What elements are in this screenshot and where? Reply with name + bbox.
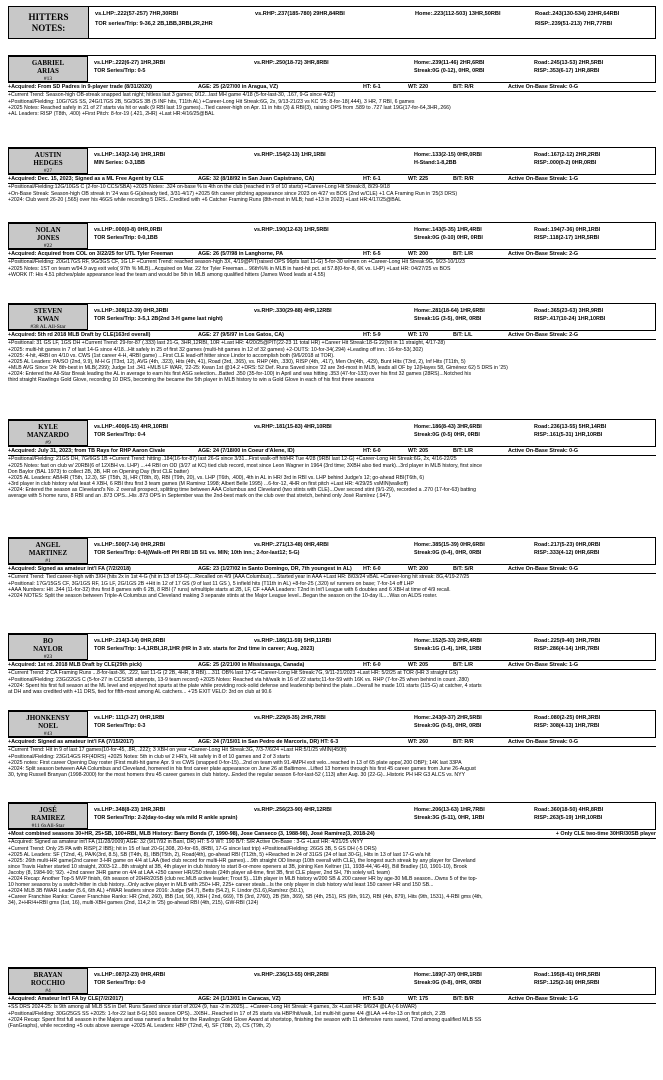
bio-field: +Most combined seasons 30+HR, 25+SB, 100+RBI, MLB History: Barry Bonds (7, 1990-98), Jose Canseco (3, 1988-98), José Ramírez(3, 2018-24) <box>8 831 375 837</box>
split-vs-rhp: vs.RHP:.250(18-72) 3HR,8RBI <box>254 60 329 66</box>
note-line: +Current Trend: Only 25 PA with RISP(.2 IBB); hit in 15 of last 20-G(.308, 20-for-65, 8RBI, 17-G since last trip) +Positional/Fielding: 26GS 3B, 5 GS DH (-5 DRS) <box>8 845 377 852</box>
player-block <box>8 222 656 278</box>
player-header <box>8 967 656 995</box>
split-vs-rhp: vs.RHP:.330(29-88) 4HR,12RBI <box>254 308 332 314</box>
note-line: since Travis Hafner started 10 straight, 2003-12...8th straight at 3B, 4th player in club history to start 8-or-more openers at 3B, joining Ken Keltner (11, 1938-44,'46-49), Bill Bradley (10, 1901-10), Brook <box>8 863 468 870</box>
note-line: +2024: Club went 26-20 (.565) over his 46GS while recording 5 DRS...Credited with +6 Catcher Framing Runs (8th-most in MLB; had +13 in 2023) +Last HR:4/17/25@BAL <box>8 196 402 203</box>
split-grid <box>94 542 655 557</box>
player-splits <box>88 968 655 994</box>
note-line: +2025 AL Leaders: SF (T2nd, 4), PA/K(3rd, 8.5), SB (T4th, 8), IBB(T5th, 2), Road(4th), go-ahead RBI (T12th, 5) +Reached in 24 of 31GS (24 of last 30-G), Hits in 13 of last 17-G w/a hit <box>8 851 431 858</box>
split-grid <box>94 638 655 653</box>
split-streak: Streak:3G (5-11), 0HR, 1RBI <box>414 815 485 822</box>
player-first-name: ANGEL <box>35 541 61 549</box>
note-line: +2025 Notes: 1ST on team w/94.9 avg exit velo( 97th % MLB)...Acquired on Mar. 22 for Tyler Freeman... 96th%% in MLB in hard-hit pct. at 57.8(0-for-8, 6K vs. LHP) +Last HR: 04/27/25 vs BOS <box>8 265 451 272</box>
note-line: Jacoby (8, 1984-90; '92). +2nd career 3HR game on 4/4 at LAA +250 career HR/250 steals (24th player all-time, first 3B, first CLE player, 2nd SH, 7th solely w/1 team) <box>8 869 390 876</box>
split-vs-lhp: vs.LHP:.348(8-23) 1HR,3RBI <box>94 807 166 813</box>
split-risp: RISP:.161(5-31) 1HR,10RBI <box>534 432 603 439</box>
split-series: TOR Series/Trip: 0-4 <box>94 432 146 439</box>
split-risp: RISP:.263(5-19) 1HR,10RBI <box>534 815 603 822</box>
bio-field: WT: 260 <box>408 739 429 745</box>
team-splits <box>89 7 655 38</box>
player-notes <box>8 259 656 277</box>
team-vs-lhp: vs.LHP:.222(57-257) 7HR,30RBI <box>95 11 179 17</box>
note-line: +Positional/Fielding: 20G/17GS RF, 9G/3GS CF, 1G LF +Current Trend: reached season-high 3X, 4/19@PIT(raised OPS 96pts last 11-G) 5-for-30 w/men on +Career-Long Hit Streak:9G, 9/23-10/1/23 <box>8 259 465 266</box>
note-line: +2025 notes: First career Opening Day roster (First multi-hit game Apr. 9 vs CWS (snapped 0-for-15)...2nd on team with 91.4MPH exit velo...reached in 13 of 65 plate apps(.200 OBP); 14K last 33PA <box>8 759 462 766</box>
bio-field: Active On-Base Streak: 2-G <box>508 332 579 338</box>
bio-field: HT: 6-0 <box>363 662 381 668</box>
split-risp: RISP:.417(10-24) 1HR,10RBI <box>534 316 606 323</box>
split-streak: Streak:0G (0-12), 0HR, 0RBI <box>414 68 485 75</box>
player-last-name: MARTINEZ <box>28 549 68 557</box>
player-bio-line <box>8 738 656 747</box>
split-streak: Streak:0G (0-4), 0HR, 0RBI <box>414 550 482 557</box>
note-line: +AAA Numbers: Hit .344 (11-for-32) thru first 8 games with 6 2B, 8 RBI (7 runs) w/multiple starts at 2B, LF, CF +AAA Leaders: T2nd in Int'l League with 6 doubles and 6 XBH at time of 4/9 recall. <box>8 586 451 593</box>
split-risp: RISP:.333(4-12) 0HR,6RBI <box>534 550 600 557</box>
note-line: third straight Rawlings Gold Glove, recording 10 DRS, becoming the became the 5th player in MLB history to win a Gold Glove in each of his first three seasons <box>8 377 375 384</box>
split-home: Home:.143(5-35) 1HR,4RBI <box>414 227 482 233</box>
note-line: +2024: Entered the season as Cleveland's No. 2 overall prospect, splitting time between AAA Columbus and Cleveland (two stints with CLE)...Over second stint (9/1-29), recorded a .270 (17-for-63) batting <box>8 486 476 493</box>
team-home: Home:.223(112-503) 13HR,50RBI <box>415 11 501 17</box>
split-vs-lhp: vs.LHP:.500(7-14) 0HR,2RBI <box>94 542 166 548</box>
split-vs-rhp: vs.RHP:.186(11-59) 5HR,11RBI <box>254 638 332 644</box>
player-last-name: HEDGES <box>33 159 63 167</box>
player-last-name: MANZARDO <box>27 431 69 439</box>
split-vs-lhp: vs.LHP:.214(3-14) 0HR,0RBI <box>94 638 166 644</box>
bio-field: WT: 170 <box>408 332 429 338</box>
player-last-name: RAMIREZ <box>31 814 65 822</box>
player-number: #27 <box>43 168 53 174</box>
player-notes <box>8 670 656 694</box>
note-line: +On-Base Streak: Season-high OB streak in '24 was 6-G(already tied, 3/31-4/17) +2025 6th career pitching appearance since 2023 on 4/27 vs BOS (2nd w/CLE) +1 CA Framing Run in '25(3 DRS) <box>8 190 458 197</box>
split-risp: RISP:.353(6-17) 1HR,8RBI <box>534 68 600 75</box>
bio-field: B/T: L/R <box>453 448 474 454</box>
note-line: (FanGraphs), while recording +5 outs above average +2025 AL Leaders: HBP (T2nd, 4), SF (T8th, 2), CS (T9th, 2) <box>8 1022 271 1029</box>
split-road: Road:.217(5-23) 0HR,0RBI <box>534 542 601 548</box>
player-header <box>8 633 656 661</box>
split-series: TOR Series/Trip: 0-0 <box>94 980 146 987</box>
bio-field: Active On-Base Streak: 0-G <box>508 739 579 745</box>
bio-field: AGE: 32 (8/18/92 in San Juan Capistrano, CA) <box>198 176 315 182</box>
split-series: TOR Series/Trip: 2-2(day-to-day w/a mild R ankle sprain) <box>94 815 238 822</box>
player-first-name: JHONKENSY <box>26 714 70 722</box>
player-notes <box>8 184 656 202</box>
note-line: +2024 NOTES: Split the season between Triple-A Columbus and Cleveland making 3 separate stints at the Major League level...Began the season on the 10-day IL....Was on ALDS roster. <box>8 592 438 599</box>
bio-field: WT: 200 <box>408 566 429 572</box>
split-vs-lhp: vs.LHP:.308(12-39) 0HR,3RBI <box>94 308 169 314</box>
player-splits <box>88 711 655 737</box>
split-vs-rhp: vs.RHP:.236(13-55) 0HR,2RBI <box>254 972 329 978</box>
player-block <box>8 537 656 599</box>
note-line: +WORK IT: His 4.51 pitches/plate appearance lead the team and would be 5th in MLB among qualified hitters (James Wood leads at 4.55) <box>8 271 326 278</box>
player-first-name: STEVEN <box>33 307 62 315</box>
note-line: 34), 2+HR/4+RBI gms (1st, 16), multi-XBH games (2nd, 114,2 in '25) go-ahead RBI (4th, 215), GW-RBI (124) <box>8 900 259 907</box>
bio-field: +Acquired: Acquired from COL on 3/22/25 for UTL Tyler Freeman <box>8 251 174 257</box>
player-bio-line <box>8 331 656 340</box>
bio-field: +Acquired: From SD Padres in 9-player trade (8/31/2020) <box>8 84 152 90</box>
player-header <box>8 222 656 250</box>
note-line: +SS DRS 2024-25: Is 9th among all MLB SS in Def. Runs Saved since start of 2024 (9, has -2 in 2025)... +Career-Long Hit Streak: 4 games, 3x +Last HR: 9/6/24 @LA (-6 bWAR) <box>8 1004 417 1011</box>
split-streak: Streak:0G (0-5) 0HR, 0RBI <box>414 432 480 439</box>
player-first-name: KYLE <box>38 423 58 431</box>
split-risp: RISP:.000(0-2) 0HR,0RBI <box>534 160 597 167</box>
split-home: Home:.189(7-37) 0HR,1RBI <box>414 972 482 978</box>
bio-field: Active On-Base Streak: 1-G <box>508 176 579 182</box>
player-last-name: ARIAS <box>37 67 59 75</box>
player-splits <box>88 148 655 174</box>
split-vs-rhp: vs.RHP:.256(23-90) 4HR,12RBI <box>254 807 332 813</box>
bio-field: AGE: 24 (1/13/01 in Caracas, VZ) <box>198 996 281 1002</box>
split-streak: H-Stand:1-8,2BB <box>414 160 457 167</box>
note-line: 10 homer seasons by a switch-hitter in club history...Only active player in MLB with 250+ HR, 225+ career steals...Is the only player in club history w/at least 150 career HR and 150 SB... <box>8 882 434 889</box>
player-header <box>8 147 656 175</box>
split-vs-lhp: vs.LHP: 111(3-27) 0HR,1RBI <box>94 715 165 721</box>
split-road: Road:.195(8-41) 0HR,5RBI <box>534 972 601 978</box>
bio-field: +Acquired: Dec. 15, 2023; Signed as a ML Free Agent by CLE <box>8 176 164 182</box>
split-series: TOR Series/Trip: 1-4,1RBI,1R,1HR (HR in 3 str. starts for 2nd time in career; Aug, 2023) <box>94 646 315 653</box>
player-name-tag <box>8 538 88 564</box>
player-number: #23 <box>43 654 53 660</box>
split-vs-lhp: vs.LHP:.143(2-14) 1HR,1RBI <box>94 152 166 158</box>
player-block <box>8 802 656 907</box>
player-bio-line <box>8 995 656 1004</box>
player-block <box>8 710 656 778</box>
note-line: +2025: multi-hit games in 7 of last 14-G since 4/18...Hit safely in 25 of first 32 games (multi-hit games in 12 of 32 games) +2-OUTS: 10-for-34(.294) +Leading off inn.: 16-for-53(.302) <box>8 346 423 353</box>
split-home: Home:.385(15-39) 0HR,6RBI <box>414 542 485 548</box>
bio-field: +Acquired: July 31, 2023; from TB Rays for RHP Aaron Civale <box>8 448 166 454</box>
player-block <box>8 419 656 499</box>
bio-field: HT: 6-1 <box>363 84 381 90</box>
split-home: Home:.281(18-64) 1HR,6RBI <box>414 308 485 314</box>
player-block <box>8 967 656 1029</box>
note-line: 30, tying Russell Branyan (1998-2000) for the most homers thru 45 career games in club history...Ended the regular season 6-for-last-52 (.113) after Aug. 30 (22-G)...Historic PH HR G3 ALCS vs. NYY <box>8 771 466 778</box>
split-road: Road:.360(18-50) 4HR,8RBI <box>534 807 604 813</box>
player-number: #13 <box>43 76 53 82</box>
bio-field: B/T: B/R <box>453 996 474 1002</box>
split-streak: Streak:1G (1-4), 1HR, 1RBI <box>414 646 482 653</box>
split-home: Home:.186(8-43) 3HR,6RBI <box>414 424 482 430</box>
note-line: +2025: 26th multi-HR game(2nd career 3-HR game on 4/4 at LAA (tied club record for multi-HR games)....9th straight OD lineup (10th overall with CLE), the longest such streak by any player for Cleveland <box>8 857 476 864</box>
bio-field: AGE: 25 (2/27/00 in Aragua, VZ) <box>198 84 279 90</box>
player-splits <box>88 803 655 829</box>
split-grid <box>94 308 655 323</box>
bio-field: HT: 5-9 <box>363 332 381 338</box>
player-block <box>8 303 656 383</box>
split-road: Road:.080(2-25) 0HR,3RBI <box>534 715 601 721</box>
note-line: +Positional/Fielding: 21GS DH, 7G/6GS 1B +Current Trend: hitting .184(16-for-87) last 26-G since 3/31...First walk-off hit/HR Tue 4/28 (9RBI last 12-G) +Career-Long Hit Streak:6G, 2x, 4/16-22/25 <box>8 456 457 463</box>
split-risp: RISP: 308(4-13) 1HR,7RBI <box>534 723 600 730</box>
player-first-name: JOSÉ <box>39 806 57 814</box>
note-line: +MLB AVG Since '24: 8th-best in MLB(.299); Judge 1st .341 +MLB LF WAR, '22-25: Kwan 1st @14.2 +DRS: 52 Def. Runs Saved since '22 are 3rd-most in MLB, leads all OF by 12(Hayes 58, Giménez 62) 5 DRS in '25) <box>8 364 508 371</box>
player-splits <box>88 223 655 249</box>
note-line: +2025 AL Leaders: AB/HR (T5th, 12.3), SF (T5th, 3), HR (T8th, 8), RBI (T9th, 20), vs. LHP (T6th, .400), 4th in AL in HR/ 3rd in RBI vs. LHP behind Judge's 12; go-ahead RBI(T6th, 6) <box>8 474 425 481</box>
player-number: #22 <box>43 243 53 249</box>
team-vs-rhp: vs.RHP:.237(185-780) 29HR,84RBI <box>255 11 345 17</box>
bio-field: +Acquired: Signed as amateur int'l FA (7/2/2018) <box>8 566 131 572</box>
note-line: at DH and was credited with +11 DRS, tied for fifth-most among AL catchers... +'25 EXIT VELO: 3rd on club at 90.6 <box>8 688 272 695</box>
bio-field: B/T: R/R <box>453 176 474 182</box>
bio-field: AGE: 27 (9/5/97 in Los Gatos, CA) <box>198 332 284 338</box>
split-road: Road:.365(23-63) 3HR,9RBI <box>534 308 604 314</box>
player-name-tag <box>8 634 88 660</box>
bio-field: B/T: R/R <box>453 84 474 90</box>
player-notes <box>8 456 656 499</box>
split-grid <box>94 60 655 75</box>
player-number: #38 AL All-Star <box>30 324 66 330</box>
player-name-tag <box>8 420 88 446</box>
player-name-tag <box>8 148 88 174</box>
player-first-name: NOLAN <box>35 226 61 234</box>
split-home: Home:.243(9-37) 2HR,5RBI <box>414 715 482 721</box>
bio-field: HT: 6-0 <box>363 448 381 454</box>
player-block <box>8 55 656 117</box>
player-last-name: NOEL <box>38 722 58 730</box>
player-name-tag <box>8 223 88 249</box>
team-road: Road:.243(130-534) 23HR,64RBI <box>535 11 620 17</box>
split-vs-rhp: vs.RHP:.154(2-13) 1HR,1RBI <box>254 152 326 158</box>
note-line: +Current Trend: Tied career-high with 3XH (hits 2x in 1st 4-G (hit in 13 of 19-G)....Recalled on 4/9 (AAA Columbus)....Started year in AAA +Last HR: 8/03/24 vBAL +Career-long hit streak: 8G,4/19-27/25 <box>8 574 470 581</box>
player-bio-line <box>8 830 656 839</box>
bio-field: Active On-Base Streak: 1-G <box>508 662 579 668</box>
player-bio-line <box>8 661 656 670</box>
bio-field <box>471 831 497 837</box>
title-line-1: HITTERS <box>28 12 69 22</box>
note-line: +Positional/Fielding: 23G/22GS C (5-for-27 in CCS/SB attempts, 13-9 team record) +2025 Notes: Reached via hit/walk in 16 of 22 starts;11-for-59 with 16K vs. RHP (7-for-25 when behind in count .280) <box>8 676 469 683</box>
bio-field: B/T: R/R <box>453 739 474 745</box>
note-line: +Positional/Fielding:12G/10GS C (2-for-10 CCS/SBA) +2025 Notes: .324 on-base % is 4th on the club (reached in 9 of 10 starts) +Career-Long Hit Streak:8, 8/29-9/18 <box>8 184 390 191</box>
player-first-name: GABRIEL <box>31 59 65 67</box>
player-last-name: ROCCHIO <box>30 979 66 987</box>
player-name-tag <box>8 304 88 330</box>
bio-field: HT: 6-0 <box>363 566 381 572</box>
bio-field: Active On-Base Streak: 1-G <box>508 996 579 1002</box>
bio-field: WT: 200 <box>408 251 429 257</box>
player-name-tag <box>8 56 88 82</box>
bio-field: AGE: 26 (5/7/98 in Langhorne, PA <box>198 251 283 257</box>
split-vs-lhp: vs.LHP:.400(6-15) 4HR,10RBI <box>94 424 169 430</box>
bio-field: B/T: L/R <box>453 662 474 668</box>
team-risp: RISP:.239(51-213) 7HR,77RBI <box>535 20 613 27</box>
split-streak: Streak:0G (0-5), 0HR, 0RBI <box>414 723 482 730</box>
split-road: Road:.167(2-12) 2HR,2RBI <box>534 152 601 158</box>
note-line: average with 5 home runs, 8 RBI and an .873 OPS...His .873 OPS in September was the 2nd-best mark on the club over that stretch, behind only José Ramírez (.947). <box>8 493 392 500</box>
split-road: Road:.225(9-40) 3HR,7RBI <box>534 638 601 644</box>
player-header <box>8 537 656 565</box>
bio-field: HT: 6-1 <box>363 176 381 182</box>
split-grid <box>94 227 655 242</box>
note-line: +Career Franchise Ranks: Career Franchise Ranks: HR (2nd, 260), IBB (1st, 90), XBH ( 2nd, 669), TB (3rd, 2760), 2B (5th, 369), SB (4th, 251), RS (6th, 912), RBI (4th, 879), Hits (9th, 1531), 4-RBI gms (4th, <box>8 894 483 901</box>
player-splits <box>88 304 655 330</box>
player-header <box>8 802 656 830</box>
note-line: +2025 Notes: fast on club w/ 20RBI(6 of 12XBH vs. LHP) ...+4 RBI on OD (3/27 at KC) tied club record, most since Leon Wagner in 1964 (3rd time; 3XBH also tied mark)...3rd player in MLB history, first since <box>8 462 482 469</box>
player-first-name: BO <box>42 637 54 645</box>
player-number: #4 <box>45 988 51 994</box>
split-grid <box>94 152 655 167</box>
split-road: Road:.194(7-36) 0HR,1RBI <box>534 227 601 233</box>
player-splits <box>88 420 655 446</box>
note-line: +2024: Split season between AAA Columbus and Cleveland, homered in his first career plate appearance on June 26 at Baltimore...Lifted 13 homers through his first 45 career games from June 26-August <box>8 765 476 772</box>
bio-field: +Acquired: 5th rd 2018 MLB Draft by CLE(163rd overall) <box>8 332 151 338</box>
bio-field: AGE: 24 (7/18/00 in Coeur d'Alene, ID) <box>198 448 295 454</box>
split-risp: RISP:.125(2-16) 0HR,5RBI <box>534 980 600 987</box>
bio-field: + Only CLE two-time 30HR/30SB player <box>555 831 656 837</box>
split-vs-lhp: vs.LHP:.222(6-27) 1HR,3RBI <box>94 60 166 66</box>
hitters-notes-title <box>9 7 89 38</box>
split-road: Road:.245(13-53) 2HR,5RBI <box>534 60 604 66</box>
note-line: +Current Trend: Hit in 9 of last 17 games(10-for-45, .8R, .222); 3 XBH on year +Career-Long Hit Streak:3G, 7/3-7/6/24 +Last HR:5/1/25 vMIN(450ft) <box>8 747 347 754</box>
bio-field <box>375 831 471 837</box>
bio-field: WT: 225 <box>408 176 429 182</box>
note-line: +2024: Entered the All-Star Break leading the AL in average to earn his first ASG selection...Batted .350 (35-for-100) in April and was hitting .353 (47-for-133) over his first 32 games (28RS)...Notched his <box>8 370 472 377</box>
note-line: +2024: Spent his first full season at the ML level and enjoyed hot spurts at the plate while providing rock-solid defense and leadership behind the plate...Overall he made 101 starts (115-G) at catcher, 4 starts <box>8 682 482 689</box>
split-road: Road:.236(13-55) 5HR,14RBI <box>534 424 607 430</box>
split-vs-rhp: vs.RHP:.271(13-48) 0HR,4RBI <box>254 542 329 548</box>
split-streak: Streak:0G (0-8), 0HR, 0RBI <box>414 980 482 987</box>
player-bio-line <box>8 83 656 92</box>
player-splits <box>88 56 655 82</box>
split-home: Home:.133(2-15) 0HR,0RBI <box>414 152 482 158</box>
bio-field: WT: 205 <box>408 448 429 454</box>
player-header <box>8 55 656 83</box>
split-home: Home:.239(11-46) 2HR,6RBI <box>414 60 485 66</box>
note-line: +Positional: 17G/15GS CF, 3G/1GS RF, 1G LF, 2G/1GS 2B +Hit in 12 of 17 GS (9 of last 11 GS ), 5 infield hits (T11th in AL) +8-for-25 (.320) w/ runners on base; 7-for-14 off LHP <box>8 580 414 587</box>
split-series: TOR Series/Trip: 0-0,1BB <box>94 235 158 242</box>
split-streak: Streak:1G (3-5), 0HR, 0RBI <box>414 316 482 323</box>
bio-field <box>497 831 523 837</box>
split-series: TOR Series/Trip: 3-5,1 2B(2nd 3-H game last night) <box>94 316 223 323</box>
split-vs-rhp: vs.RHP:.229(8-35) 2HR,7RBI <box>254 715 326 721</box>
hitters-notes-header <box>8 6 656 39</box>
bio-field: B/T: L/R <box>453 251 474 257</box>
player-block <box>8 147 656 203</box>
split-vs-lhp: vs.LHP:.087(2-23) 0HR,4RBI <box>94 972 166 978</box>
note-line: Don Baylor (BAL 1973) to collect 2B, 3B, HR on Opening Day (first CLE batter) <box>8 468 189 475</box>
note-line: +2024 MLB 3B fWAR Leader (5.6, 6th AL) +fWAR leaders since 2016: Judge (54.7), Betts (54.2), F. Lindor (51.6),Ramírez (50.1), <box>8 888 305 895</box>
bio-field: Active On-Base Streak: 0-G <box>508 448 579 454</box>
bio-field: B/T: L/L <box>453 332 473 338</box>
team-series: TOR series/Trip: 9-36,2 2B,1BB,3RBI,2R,2HR <box>95 20 213 27</box>
player-notes <box>8 92 656 116</box>
bio-field: WT: 205 <box>408 662 429 668</box>
split-streak: Streak:0G (0-10) 0HR, 0RBI <box>414 235 483 242</box>
bio-field: WT: 220 <box>408 84 429 90</box>
note-line: +Current Trend: 2 CA Framing Runs ...8-for-last-36, .222, last 11-G (2 2B, 4HR, 8 RBI)....311 OB% last 17-G +Career-Long Hit Streak:7G, 9/11-21/2023 +Last HR: 5/2/25 at TOR (HR 3 straight GS) <box>8 670 459 677</box>
player-splits <box>88 538 655 564</box>
player-number: #43 <box>43 731 53 737</box>
bio-field: HT: 5-10 <box>363 996 384 1002</box>
player-notes <box>8 340 656 383</box>
note-line: +2025 AL Leaders: PA/SO (2nd, 9.9), M-H G (T3rd, 12), AVG (4th, .323), Hits (4th, 41), Road (3rd, .365), vs. RHP (4th, .330), RISP (4th, .417), Men On(4th, .429), Bunt Hits (T3rd, 2), Inf Hits (T11th, 5) <box>8 358 466 365</box>
bio-field: B/T: S/R <box>453 566 474 572</box>
note-line: +AL Leaders: RISP (T8th, .400) +First Pitch: 8-for-19 (.421, 2HR) +Last HR:4/16/25@BAL <box>8 110 215 117</box>
split-grid <box>94 424 655 439</box>
player-header <box>8 303 656 331</box>
bio-field: Active On-Base Streak: 0-G <box>508 566 579 572</box>
player-bio-line <box>8 447 656 456</box>
bio-field: +Acquired: Signed as amateur int'l FA (7/15/2017) <box>8 739 134 745</box>
bio-field: AGE: 24 (7/15/01 in San Pedro de Marcoris, DR) HT: 6-3 <box>198 739 339 745</box>
note-line: +2025 Notes: Reached safely in 21 of 27 starts via hit or walk (9 RBI last 19 games)...Tied career-high on Apr. 11 in hits (3) & RBI(3), raising OPS from .589 to .727 last 19G(17-for-64,3HR,.266) <box>8 104 451 111</box>
split-home: Home:.152(5-33) 2HR,4RBI <box>414 638 482 644</box>
player-bio-line <box>8 175 656 184</box>
note-line: +3rd player in club history w/at least 4 XBH, 6 RBI thru first 3 team games (M Ramirez 1998; Albert Belle 1995) ...6-for-12, 4HR on first pitch +Last HR: 4/29/25 vsMIN(walkoff) <box>8 480 409 487</box>
player-notes <box>8 839 656 906</box>
bio-field <box>363 739 408 745</box>
split-series: TOR Series/Trip: 0-3 <box>94 723 146 730</box>
player-bio-line <box>8 565 656 574</box>
player-name-tag <box>8 803 88 829</box>
split-risp: RISP:.286(4-14) 1HR,7RBI <box>534 646 600 653</box>
split-vs-lhp: vs.LHP:.000(0-8) 0HR,0RBI <box>94 227 163 233</box>
note-line: +2024 Recap: Another Top-5 MVP finish, 6th season of 20HR/20SB (club rec.MLB active leader; Trout 5)...11th player in MLB history w/200 SB & 200 career HR by age-30 MLB season...Owns 5 of the top- <box>8 876 478 883</box>
split-grid <box>94 715 655 730</box>
player-name-tag <box>8 711 88 737</box>
player-notes <box>8 747 656 777</box>
note-line: +2024 Recap: Spent first full season in the Majors and was named a finalist for the Rawlings Gold Glove Award at shortstop, finishing the season with 11 defensive runs saved, T2nd among qualified MLB SS <box>8 1016 482 1023</box>
player-number: #1 <box>45 558 51 564</box>
bio-field: HT: 6-5 <box>363 251 381 257</box>
split-vs-rhp: vs.RHP:.190(12-63) 1HR,5RBI <box>254 227 329 233</box>
bio-field: AGE: 25 (2/21/00 in Mississauga, Canada) <box>198 662 305 668</box>
bio-field: WT: 175 <box>408 996 429 1002</box>
note-line: +Positional/Fielding: 30G/25GS SS +2025: 1-for-22 last 8-G(.501 season OPS)...3XBH...Reached in 17 of 25 starts via HBP/hit/walk, 1st multi-hit game 4/4 @LAA +4-for-13 on first pitch, 2 2B <box>8 1010 446 1017</box>
note-line: +Positional/Fielding: 10G/7GS SS, 24G/17GS 2B, 5G/3GS 3B (5 INF hits, T11th AL) +Career-Long Hit Streak:6G, 2x, 9/13-21/23 vs KC '25: 8-for-18(.444), 3 HR, 7 RBI, 6 games <box>8 98 415 105</box>
split-series: TOR Series/Trip: 0-4((Walk-off PH RBI 1B 5/1 vs. MIN; 10th inn.; 2-for-last12; 5-G) <box>94 550 300 557</box>
bio-field: +Acquired: Amateur Int'l FA by CLE(7/2/2017) <box>8 996 124 1002</box>
player-notes <box>8 574 656 598</box>
player-header <box>8 419 656 447</box>
split-grid <box>94 807 655 822</box>
bio-field: AGE: 23 (1/27/02 in Santo Domingo, DR, 7th youngest in AL) <box>198 566 352 572</box>
player-block <box>8 633 656 695</box>
player-last-name: KWAN <box>37 315 59 323</box>
player-splits <box>88 634 655 660</box>
split-vs-rhp: vs.RHP:.181(15-83) 4HR,10RBI <box>254 424 332 430</box>
note-line: +Positional/Fielding: 23G/14GS RF(4DRS) +2025 Notes: 5th in club w/ 2 HR's, Hit safely in 8 of 10 games and 2 of 3 starts <box>8 753 290 760</box>
note-line: +Acquired: Signed as amateur int'l FA (11/28/2009) AGE: 32 (9/17/92 in Baní, DR) HT: 5-9 WT: 190 B/T: S/R Active On-Base : 3-G +Last HR: 4/21/25 vNYY <box>8 839 364 846</box>
split-grid <box>94 972 655 987</box>
player-name-tag <box>8 968 88 994</box>
bio-field: Active On-Base Streak: 2-G <box>508 251 579 257</box>
title-line-2: NOTES: <box>31 23 66 33</box>
bio-field <box>524 831 556 837</box>
player-first-name: AUSTIN <box>34 151 62 159</box>
bio-field: Active On-Base Streak: 0-G <box>508 84 579 90</box>
note-line: +2025: 4-hit, 4RBI on 4/10 vs. CWS (1st career 4-H, 4RBI game) ...First CLE lead-off hitter since Lindor to accomplish both (9/6/2018 at TOR). <box>8 352 335 359</box>
note-line: +Positional: 31 GS LF, 1GS DH +Current Trend: 29-for-87 (.333) last 21-G, 3HR,12RBI, 10R +Last HR: 4/20/25@PIT(22-23 11 total HR) +Career Hit Streak:18-G 22(hit in 11 straight, 4/17-28) <box>8 340 445 347</box>
player-first-name: BRAYAN <box>33 971 63 979</box>
player-last-name: NAYLOR <box>33 645 63 653</box>
player-number: #9 <box>45 440 51 446</box>
split-risp: RISP:.118(2-17) 1HR,5RBI <box>534 235 600 242</box>
bio-field: +Acquired: 1st rd. 2018 MLB Draft by CLE(29th pick) <box>8 662 142 668</box>
player-notes <box>8 1004 656 1028</box>
split-series: MIN Series: 0-3,1BB <box>94 160 145 167</box>
note-line: +Current Trend: Season-high OB-streak snapped last night; hitless last 3 games; 0/12...last MH game 4/18 (5-for-last-30, .167, 9-G since 4/22) <box>8 92 336 99</box>
player-bio-line <box>8 250 656 259</box>
split-home: Home:.206(13-63) 1HR,7RBI <box>414 807 485 813</box>
player-header <box>8 710 656 738</box>
player-last-name: JONES <box>36 234 60 242</box>
split-series: TOR Series/Trip: 0-5 <box>94 68 146 75</box>
player-number: #11 6xAll-Star <box>31 823 65 829</box>
